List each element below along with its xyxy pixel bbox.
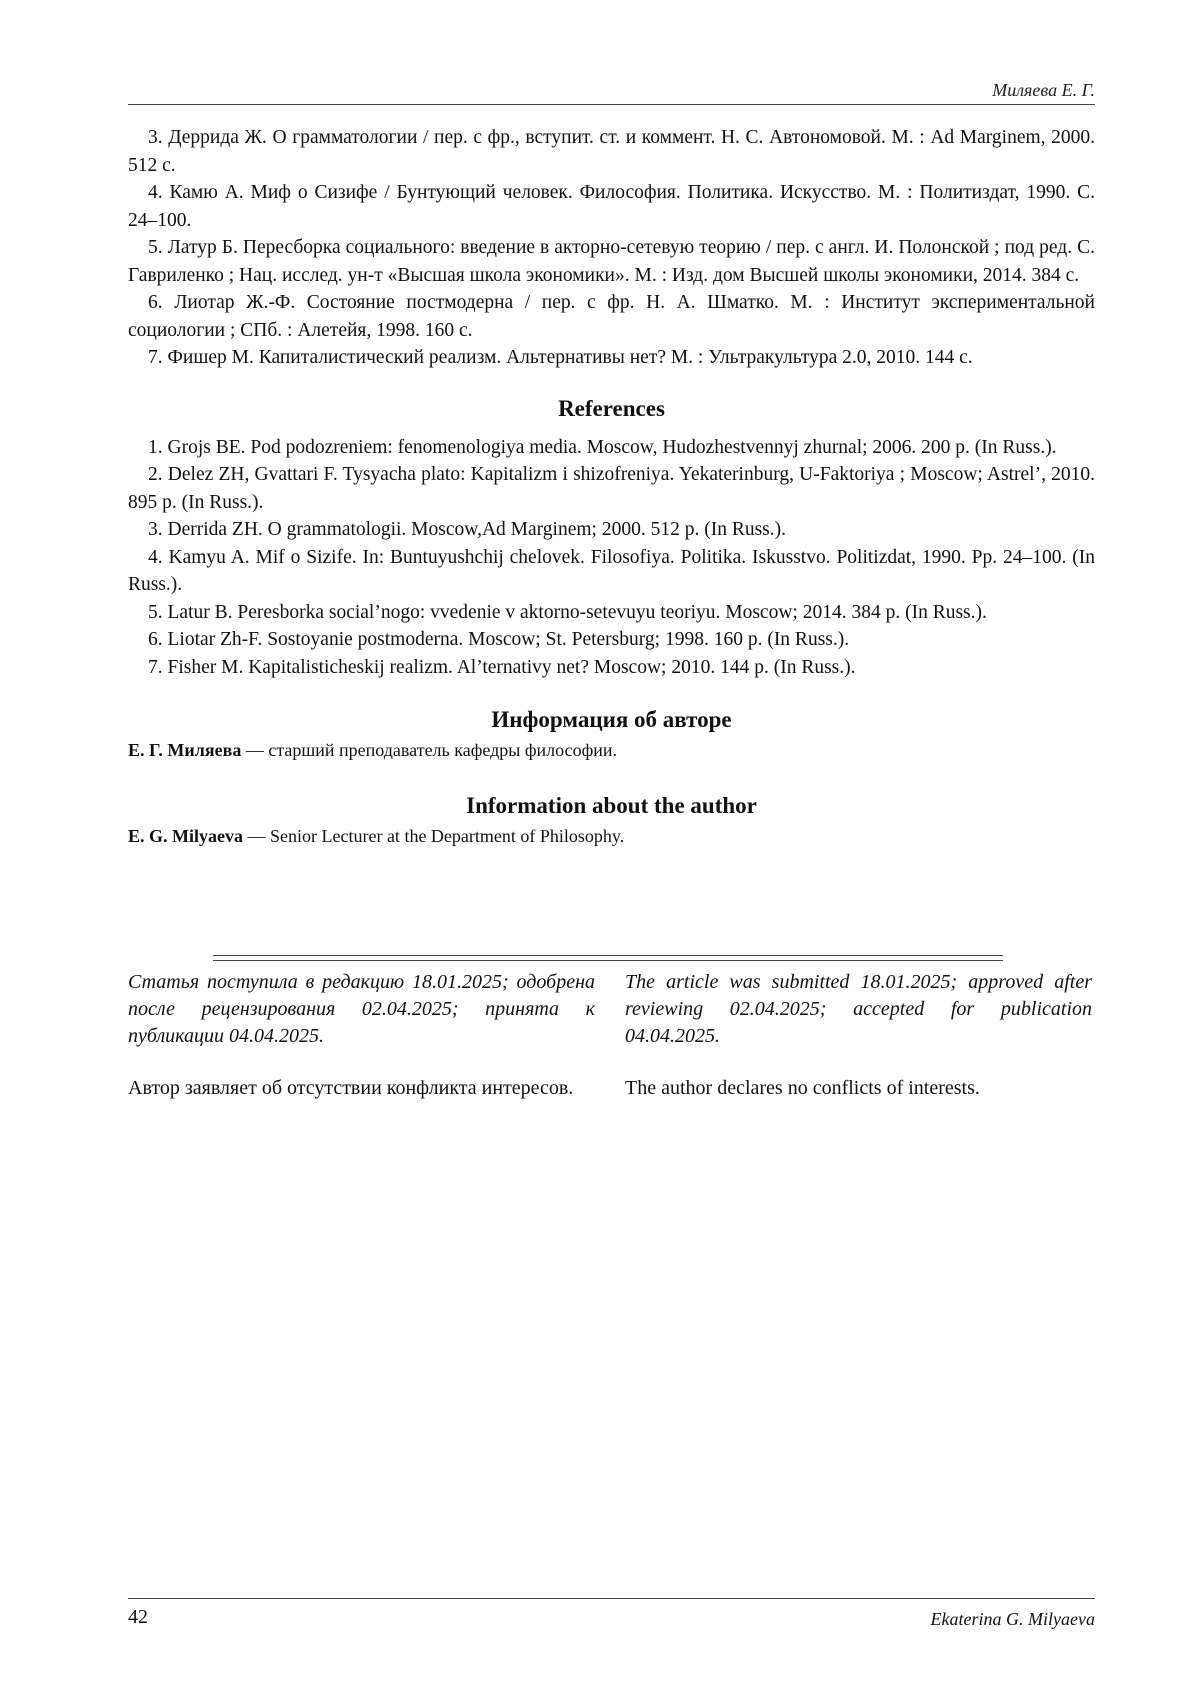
english-reference-list	[128, 434, 1095, 682]
reference-item: 4. Камю А. Миф о Сизифе / Бунтующий человек. Философия. Политика. Искусство. М. : Политиздат, 1990. С. 24–100.	[128, 182, 1095, 231]
reference-item: 7. Фишер М. Капиталистический реализм. Альтернативы нет? М. : Ультракультура 2.0, 2010. 144 с.	[148, 347, 973, 368]
section-divider	[213, 955, 1003, 961]
reference-item: 2. Delez ZH, Gvattari F. Tysyacha plato: Kapitalizm i shizofreniya. Yekaterinburg, U-Faktoriya ; Moscow; Astrel’, 2010. 895 p. (In Russ.).	[128, 464, 1095, 513]
reference-item: 1. Grojs BE. Pod podozreniem: fenomenologiya media. Moscow, Hudozhestvennyj zhurnal; 2006. 200 p. (In Russ.).	[148, 436, 1057, 458]
footer-divider	[128, 1598, 1095, 1599]
main-content	[128, 124, 1095, 849]
author-description-ru: — старший преподаватель кафедры философии.	[241, 740, 618, 760]
article-status-en	[625, 969, 1092, 1102]
reference-item: 3. Derrida ZH. O grammatologii. Moscow,Ad Marginem; 2000. 512 p. (In Russ.).	[148, 519, 786, 540]
author-description-en: — Senior Lecturer at the Department of Philosophy.	[243, 826, 625, 846]
author-info-ru	[128, 737, 1095, 763]
conflict-statement-en: The author declares no conflicts of interests.	[625, 1077, 980, 1099]
reference-item: 7. Fisher M. Kapitalisticheskij realizm. Al’ternativy net? Moscow; 2010. 144 p. (In Russ.).	[148, 656, 856, 678]
reference-item: 5. Латур Б. Пересборка социального: введение в акторно-сетевую теорию / пер. с англ. И. Полонской ; под ред. С. Гавриленко ; Нац. исслед. ун-т «Высшая школа экономики». М. : Изд. дом Высшей школы экономики, 2014. 384 с.	[128, 237, 1095, 286]
running-header-author: Миляева Е. Г.	[992, 80, 1095, 100]
article-dates-ru: Статья поступила в редакцию 18.01.2025; одобрена после рецензирования 02.04.2025; принята к публикации 04.04.2025.	[128, 971, 595, 1047]
reference-item: 4. Kamyu A. Mif o Sizife. In: Buntuyushchij chelovek. Filosofiya. Politika. Iskusstvo. Politizdat, 1990. Pp. 24–100. (In Russ.).	[128, 546, 1095, 595]
reference-item: 6. Liotar Zh-F. Sostoyanie postmoderna. Moscow; St. Petersburg; 1998. 160 p. (In Russ.).	[148, 629, 850, 650]
running-header	[128, 76, 1095, 105]
russian-reference-list	[128, 124, 1095, 372]
author-name-en: E. G. Milyaeva	[128, 826, 243, 846]
article-dates-en: The article was submitted 18.01.2025; approved after reviewing 02.04.2025; accepted for publication 04.04.2025.	[625, 971, 1092, 1047]
author-info-en-heading: Information about the author	[466, 793, 757, 818]
author-info-en	[128, 823, 1095, 849]
reference-item: 6. Лиотар Ж.-Ф. Состояние постмодерна / пер. с фр. Н. А. Шматко. М. : Институт экспериментальной социологии ; СПб. : Алетейя, 1998. 160 с.	[128, 292, 1095, 341]
footer-author: Ekaterina G. Milyaeva	[930, 1609, 1095, 1629]
author-name-ru: Е. Г. Миляева	[128, 740, 242, 760]
reference-item: 3. Деррида Ж. О грамматологии / пер. с фр., вступит. ст. и коммент. Н. С. Автономовой. М. : Ad Marginem, 2000. 512 с.	[128, 127, 1095, 176]
author-info-ru-heading: Информация об авторе	[491, 707, 732, 732]
article-status-ru	[128, 969, 595, 1102]
conflict-statement-ru: Автор заявляет об отсутствии конфликта интересов.	[128, 1077, 574, 1099]
references-heading: References	[558, 395, 665, 421]
page-number: 42	[128, 1606, 148, 1628]
reference-item: 5. Latur B. Peresborka social’nogo: vvedenie v aktorno-setevuyu teoriyu. Moscow; 2014. 384 p. (In Russ.).	[148, 601, 987, 623]
